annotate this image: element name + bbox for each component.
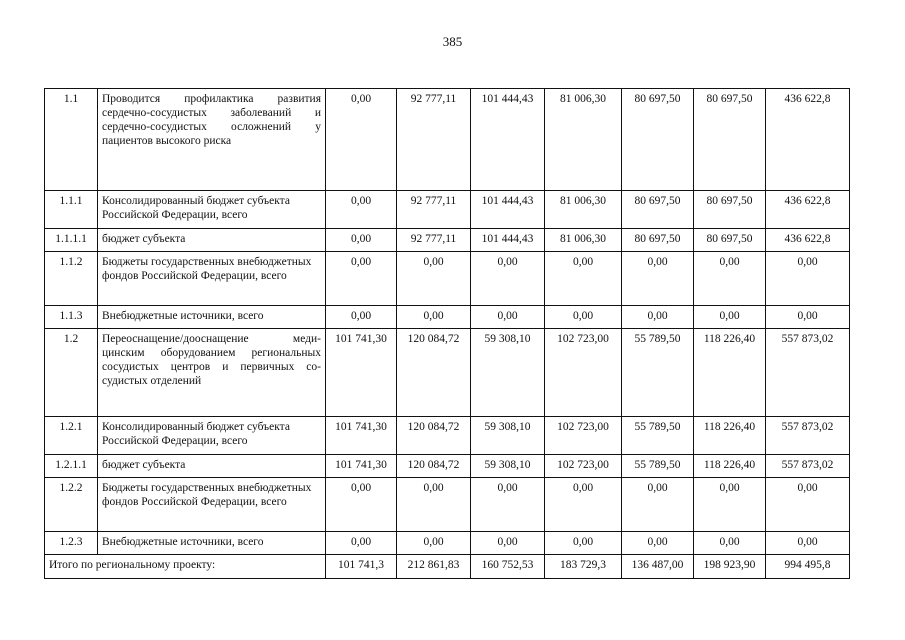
value-cell: 118 226,40: [694, 417, 766, 455]
value-cell: 0,00: [545, 306, 622, 329]
value-cell: 55 789,50: [622, 417, 694, 455]
row-code: 1.2.2: [45, 478, 98, 532]
value-cell: 118 226,40: [694, 329, 766, 417]
value-cell: 92 777,11: [397, 229, 471, 252]
row-description: Консолидированный бюджет субъекта Российской Федерации, всего: [98, 417, 326, 455]
value-cell: 80 697,50: [622, 191, 694, 229]
value-cell: 0,00: [545, 532, 622, 555]
total-row: [45, 555, 850, 579]
value-cell: 0,00: [694, 532, 766, 555]
value-cell: 80 697,50: [622, 89, 694, 191]
value-cell: 92 777,11: [397, 89, 471, 191]
value-cell: 0,00: [471, 252, 545, 306]
value-cell: 0,00: [622, 306, 694, 329]
value-cell: 0,00: [545, 252, 622, 306]
value-cell: 118 226,40: [694, 455, 766, 478]
value-cell: 120 084,72: [397, 455, 471, 478]
value-cell: 102 723,00: [545, 329, 622, 417]
value-cell: 0,00: [397, 252, 471, 306]
table-row: [45, 252, 850, 306]
row-description: Внебюджетные источники, всего: [98, 532, 326, 555]
row-description: Бюджеты государственных внебюджетных фондов Российской Федерации, всего: [98, 478, 326, 532]
value-cell: 0,00: [471, 478, 545, 532]
value-cell: 0,00: [766, 306, 850, 329]
total-value-cell: 212 861,83: [397, 555, 471, 579]
value-cell: 0,00: [545, 478, 622, 532]
value-cell: 101 741,30: [326, 329, 397, 417]
value-cell: 120 084,72: [397, 417, 471, 455]
row-code: 1.1.1: [45, 191, 98, 229]
value-cell: 0,00: [622, 532, 694, 555]
value-cell: 0,00: [766, 532, 850, 555]
table-row: [45, 532, 850, 555]
row-code: 1.1.2: [45, 252, 98, 306]
row-description: бюджет субъекта: [98, 229, 326, 252]
table-row: [45, 306, 850, 329]
value-cell: 0,00: [326, 229, 397, 252]
table-row: [45, 229, 850, 252]
value-cell: 102 723,00: [545, 455, 622, 478]
value-cell: 101 444,43: [471, 229, 545, 252]
value-cell: 0,00: [622, 478, 694, 532]
value-cell: 81 006,30: [545, 191, 622, 229]
row-code: 1.1: [45, 89, 98, 191]
value-cell: 59 308,10: [471, 329, 545, 417]
value-cell: 436 622,8: [766, 229, 850, 252]
total-value-cell: 160 752,53: [471, 555, 545, 579]
value-cell: 55 789,50: [622, 455, 694, 478]
page-number: 385: [442, 34, 463, 49]
value-cell: 59 308,10: [471, 417, 545, 455]
value-cell: 557 873,02: [766, 329, 850, 417]
value-cell: 55 789,50: [622, 329, 694, 417]
row-code: 1.2.1.1: [45, 455, 98, 478]
value-cell: 101 741,30: [326, 417, 397, 455]
row-description: Консолидированный бюджет субъекта Российской Федерации, всего: [98, 191, 326, 229]
total-value-cell: 198 923,90: [694, 555, 766, 579]
total-value-cell: 994 495,8: [766, 555, 850, 579]
row-description: Бюджеты государственных внебюджетных фондов Российской Федерации, всего: [98, 252, 326, 306]
value-cell: 92 777,11: [397, 191, 471, 229]
table-row: [45, 455, 850, 478]
value-cell: 0,00: [766, 252, 850, 306]
total-label: Итого по региональному проекту:: [45, 555, 326, 579]
row-code: 1.2.3: [45, 532, 98, 555]
value-cell: 0,00: [326, 89, 397, 191]
row-code: 1.1.3: [45, 306, 98, 329]
value-cell: 0,00: [326, 306, 397, 329]
row-description: Проводится профилактика развития сердечно-сосудистых заболеваний и сердечно-сосудистых осложнений у пациентов высокого риска: [98, 89, 326, 191]
total-value-cell: 136 487,00: [622, 555, 694, 579]
value-cell: 81 006,30: [545, 229, 622, 252]
value-cell: 102 723,00: [545, 417, 622, 455]
value-cell: 101 741,30: [326, 455, 397, 478]
value-cell: 80 697,50: [622, 229, 694, 252]
table-row: [45, 89, 850, 191]
value-cell: 81 006,30: [545, 89, 622, 191]
value-cell: 0,00: [326, 191, 397, 229]
value-cell: 0,00: [397, 306, 471, 329]
value-cell: 0,00: [694, 306, 766, 329]
value-cell: 0,00: [622, 252, 694, 306]
value-cell: 436 622,8: [766, 191, 850, 229]
value-cell: 101 444,43: [471, 89, 545, 191]
table-row: [45, 329, 850, 417]
table-row: [45, 191, 850, 229]
value-cell: 0,00: [766, 478, 850, 532]
total-value-cell: 101 741,3: [326, 555, 397, 579]
row-description: бюджет субъекта: [98, 455, 326, 478]
value-cell: 436 622,8: [766, 89, 850, 191]
value-cell: 0,00: [326, 478, 397, 532]
value-cell: 557 873,02: [766, 417, 850, 455]
value-cell: 101 444,43: [471, 191, 545, 229]
budget-table: [44, 88, 850, 579]
table-row: [45, 417, 850, 455]
row-code: 1.1.1.1: [45, 229, 98, 252]
value-cell: 0,00: [326, 532, 397, 555]
value-cell: 80 697,50: [694, 191, 766, 229]
value-cell: 0,00: [694, 478, 766, 532]
value-cell: 0,00: [694, 252, 766, 306]
value-cell: 0,00: [397, 478, 471, 532]
value-cell: 0,00: [397, 532, 471, 555]
row-description: Внебюджетные источники, всего: [98, 306, 326, 329]
row-description: Переоснащение/дооснащение меди-цинским оборудованием региональных сосудистых центров и первичных со-судистых отделений: [98, 329, 326, 417]
value-cell: 80 697,50: [694, 89, 766, 191]
row-code: 1.2.1: [45, 417, 98, 455]
total-value-cell: 183 729,3: [545, 555, 622, 579]
value-cell: 59 308,10: [471, 455, 545, 478]
table-row: [45, 478, 850, 532]
value-cell: 0,00: [471, 532, 545, 555]
value-cell: 120 084,72: [397, 329, 471, 417]
value-cell: 80 697,50: [694, 229, 766, 252]
value-cell: 557 873,02: [766, 455, 850, 478]
value-cell: 0,00: [471, 306, 545, 329]
row-code: 1.2: [45, 329, 98, 417]
value-cell: 0,00: [326, 252, 397, 306]
